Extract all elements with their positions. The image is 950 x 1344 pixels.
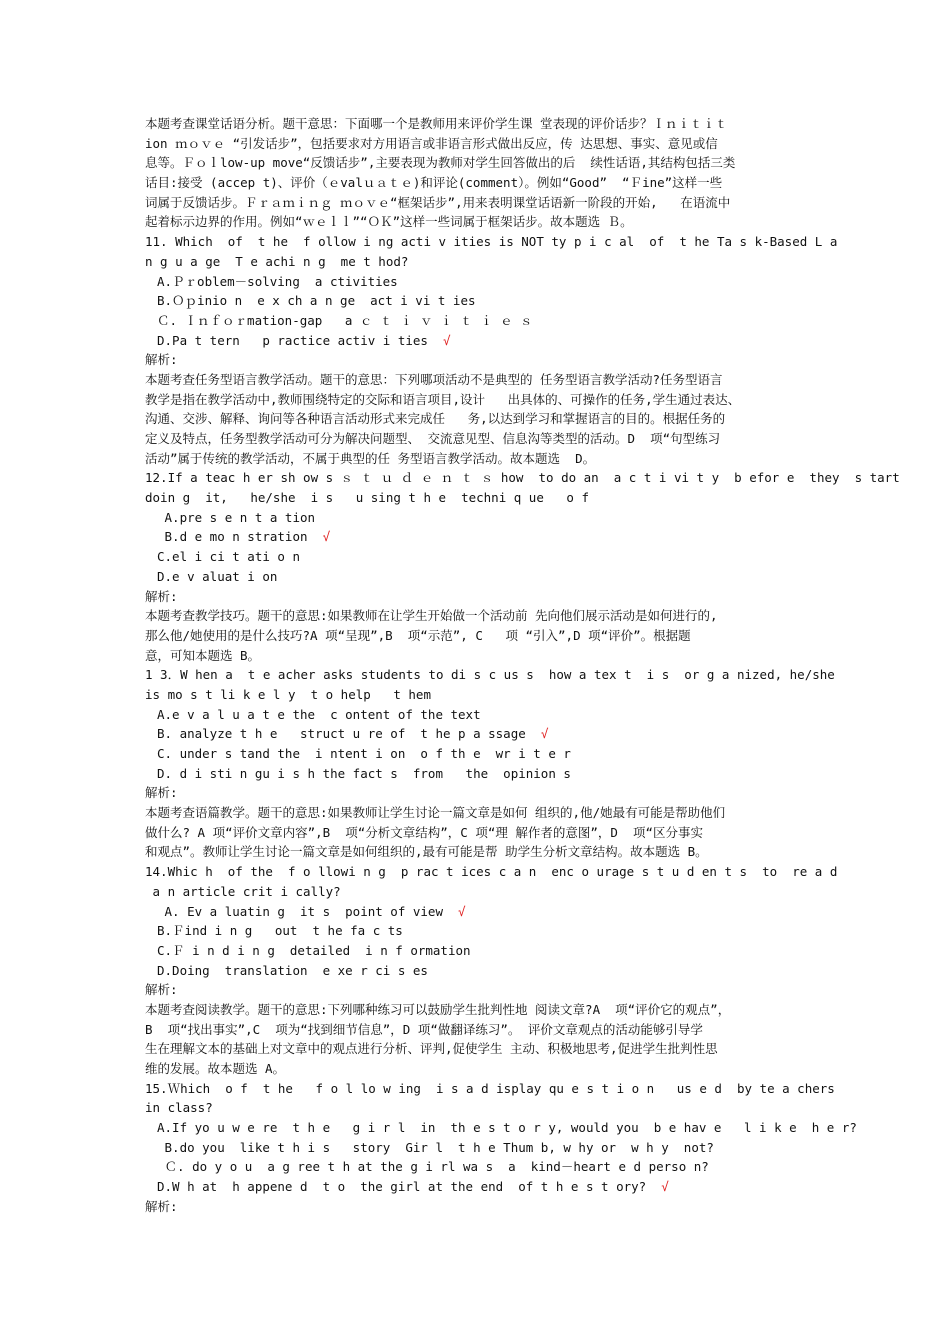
option-a: [145, 1118, 857, 1138]
option-text: D.Doing translation e xe r ci s es: [157, 962, 428, 978]
text-line: ion ｍｏｖｅ “引发话步”，包括要求对方用语言或非语言形式做出反应，传 达思想、事实、意见或信: [145, 135, 718, 151]
option-text: A.pre s e n t a tion: [157, 509, 316, 525]
option-text: B.d e mo n stration: [157, 529, 308, 545]
option-b: [145, 1138, 810, 1158]
analysis-text: 本题考查教学技巧。题干的意思:如果教师在让学生开始做一个活动前 先向他们展示活动是如何进行的,: [145, 608, 718, 624]
option-a: [145, 705, 810, 725]
option-d: [145, 961, 810, 981]
option-text: C.el i ci t ati o n: [157, 549, 300, 565]
question-stem: 14.Whic h of the f o llowi n g p rac t ices c a n enc o urage s t u d en t s to re a d: [145, 864, 838, 880]
option-a: [145, 902, 810, 922]
question-stem: in class?: [145, 1100, 213, 1116]
text-line: 话目:接受 (accep t)、评价（ｅvalｕａｔｅ)和评论(comment）。例如“Good” “Ｆine”这样一些: [145, 175, 723, 191]
text-line: 起着标示边界的作用。例如“ｗｅｌｌ”“ＯＫ”这样一些词属于框架话步。故本题选 Ｂ。: [145, 214, 633, 230]
question-12: [145, 468, 900, 665]
option-a: [145, 508, 810, 528]
analysis-text: B 项“找出事实”,C 项为“找到细节信息”，D 项“做翻译练习”。 评价文章观点的活动能够引导学: [145, 1021, 703, 1037]
option-d: [145, 764, 810, 784]
analysis-text: 沟通、交涉、解释、询问等各种语言活动形式来完成任 务,以达到学习和掌握语言的目的。根据任务的: [145, 411, 726, 427]
analysis-text: 意，可知本题选 B。: [145, 647, 261, 663]
option-text: D.Pa t tern p ractice activ i ties: [157, 332, 428, 348]
analysis-text: 维的发展。故本题选 A。: [145, 1061, 286, 1076]
text-line: 本题考查课堂话语分析。题干意思：下面哪一个是教师用来评价学生课 堂表现的评价话步？Ｉｎｉｔｉｔ: [145, 116, 728, 131]
option-b: [145, 291, 810, 311]
document-page: [145, 114, 900, 1217]
check-mark-icon: √: [540, 726, 549, 742]
question-15: [145, 1079, 857, 1217]
option-d: [145, 567, 810, 587]
option-text: D. d i sti n gu i s h the fact s from the opinion s: [157, 765, 571, 781]
option-text: C. under s tand the i ntent i on o f th e wr i t e r: [157, 746, 571, 761]
question-stem: 12.If a teac h er sh ow s ｓ ｔ ｕ ｄ ｅ ｎ ｔ ｓ how to do an a c t i vi t y b efor e they s tart: [145, 470, 900, 486]
analysis-label: 解析:: [145, 1198, 178, 1214]
question-stem: doin g it, he/she i s u sing t h e techni q ue o f: [145, 490, 590, 506]
question-11: [145, 232, 838, 468]
option-d: [145, 331, 810, 351]
analysis-text: 定义及特点，任务型教学活动可分为解决问题型、 交流意见型、信息沟等类型的活动。D 项“句型练习: [145, 431, 721, 446]
option-text: C.Ｆ i n d i n g detailed i n f ormation: [157, 942, 471, 958]
analysis-text: 本题考查语篇教学。题干的意思:如果教师让学生讨论一篇文章是如何 组织的,他/她最有可能是帮助他们: [145, 805, 726, 821]
check-mark-icon: √: [458, 903, 466, 919]
analysis-label: 解析:: [145, 785, 178, 801]
option-text: B.do you like t h i s story Gir l t h e Thum b, w hy or w h y not?: [157, 1139, 714, 1155]
question-13: [145, 665, 835, 862]
option-text: D.e v aluat i on: [157, 568, 278, 584]
check-mark-icon: √: [443, 332, 451, 348]
option-text: B. analyze t h e struct u re of t he p a ssage: [157, 726, 526, 742]
question-stem: 15.Ｗhich o f t he f o l lo w ing i s a d isplay qu e s t i o n us e d by te a chers: [145, 1080, 835, 1096]
option-b: [145, 527, 810, 547]
option-b: [145, 921, 810, 941]
option-text: A. Ev a luatin g it s point of view: [157, 903, 451, 919]
option-text: Ｃ. Ｉｎｆｏｒmation-gap a ｃ ｔ ｉ ｖ ｉ ｔ ｉ ｅ ｓ: [157, 312, 533, 328]
question-stem: is mo s t li k e l y t o help t hem: [145, 686, 431, 702]
option-b: [145, 724, 810, 744]
check-mark-icon: √: [661, 1179, 669, 1195]
option-text: Ｃ. do y o u a g ree t h at the g i rl wa s a kind－heart e d perso n?: [157, 1159, 709, 1175]
option-c: [145, 744, 810, 764]
question-stem: 11. Which of t he f ollow i ng acti v ities is NOT ty p i c al of t he Ta s k-Based L a: [145, 234, 838, 250]
text-line: 词属于反馈话步。Ｆｒａｍｉｎｇ ｍｏｖｅ“框架话步”,用来表明课堂话语新一阶段的开始, 在语流中: [145, 194, 731, 210]
analysis-label: 解析:: [145, 352, 178, 368]
option-c: [145, 941, 810, 961]
analysis-text: 本题考查阅读教学。题干的意思:下列哪种练习可以鼓励学生批判性地 阅读文章?A 项“评价它的观点”，: [145, 1001, 731, 1017]
analysis-text: 本题考查任务型语言教学活动。题干的意思：下列哪项活动不是典型的 任务型语言教学活动?任务型语言: [145, 371, 723, 387]
analysis-text: 做什么? A 项“评价文章内容”,B 项“分析文章结构”，C 项“理 解作者的意图”，D 项“区分事实: [145, 824, 704, 840]
analysis-text: 生在理解文本的基础上对文章中的观点进行分析、评判,促使学生 主动、积极地思考,促进学生批判性思: [145, 1041, 718, 1057]
question-14: [145, 862, 838, 1079]
analysis-text: 那么他/她使用的是什么技巧?A 项“呈现”,B 项“示范”, C 项 “引入”,D 项“评价”。根据题: [145, 627, 691, 643]
check-mark-icon: √: [322, 529, 331, 545]
analysis-text: 和观点”。教师让学生讨论一篇文章是如何组织的,最有可能是帮 助学生分析文章结构。故本题选 B。: [145, 844, 708, 860]
option-text: A.e v a l u a t e the c ontent of the text: [157, 706, 481, 722]
option-text: B.Ｆind i n g out t he fa c ts: [157, 923, 403, 939]
question-stem: a n article crit i cally?: [145, 883, 341, 899]
question-stem: 1 3．W hen a t e acher asks students to di s c us s how a tex t i s or g a nized, he/she: [145, 667, 835, 683]
question-stem: n g u a ge T e achi n g me t hod?: [145, 253, 409, 269]
analysis-text: 教学是指在教学活动中,教师围绕特定的交际和语言项目,设计 出具体的、可操作的任务,学生通过表达、: [145, 391, 741, 407]
option-d: [145, 1177, 810, 1197]
text-line: 息等。Ｆｏｌlow-up move“反馈话步”,主要表现为教师对学生回答做出的后 续性话语,其结构包括三类: [145, 155, 736, 171]
analysis-label: 解析:: [145, 588, 178, 604]
analysis-text: 活动”属于传统的教学活动，不属于典型的任 务型语言教学活动。故本题选 D。: [145, 450, 596, 466]
intro-analysis: [145, 114, 810, 232]
option-text: D.W h at h appene d t o the girl at the end of t h e s t ory?: [157, 1179, 647, 1195]
option-a: [145, 272, 810, 292]
option-text: A.Ｐｒoblem－solving a ctivities: [157, 273, 398, 289]
option-c: [145, 547, 810, 567]
option-text: A.If yo u w e re t h e g i r l in th e s t o r y, would you b e hav e l i k e h e r?: [157, 1120, 857, 1136]
option-text: B.Ｏｐinio n e x ch a n ge act i vi t ies: [157, 293, 476, 309]
option-c: [145, 311, 810, 331]
option-c: [145, 1157, 810, 1177]
analysis-label: 解析:: [145, 982, 178, 998]
